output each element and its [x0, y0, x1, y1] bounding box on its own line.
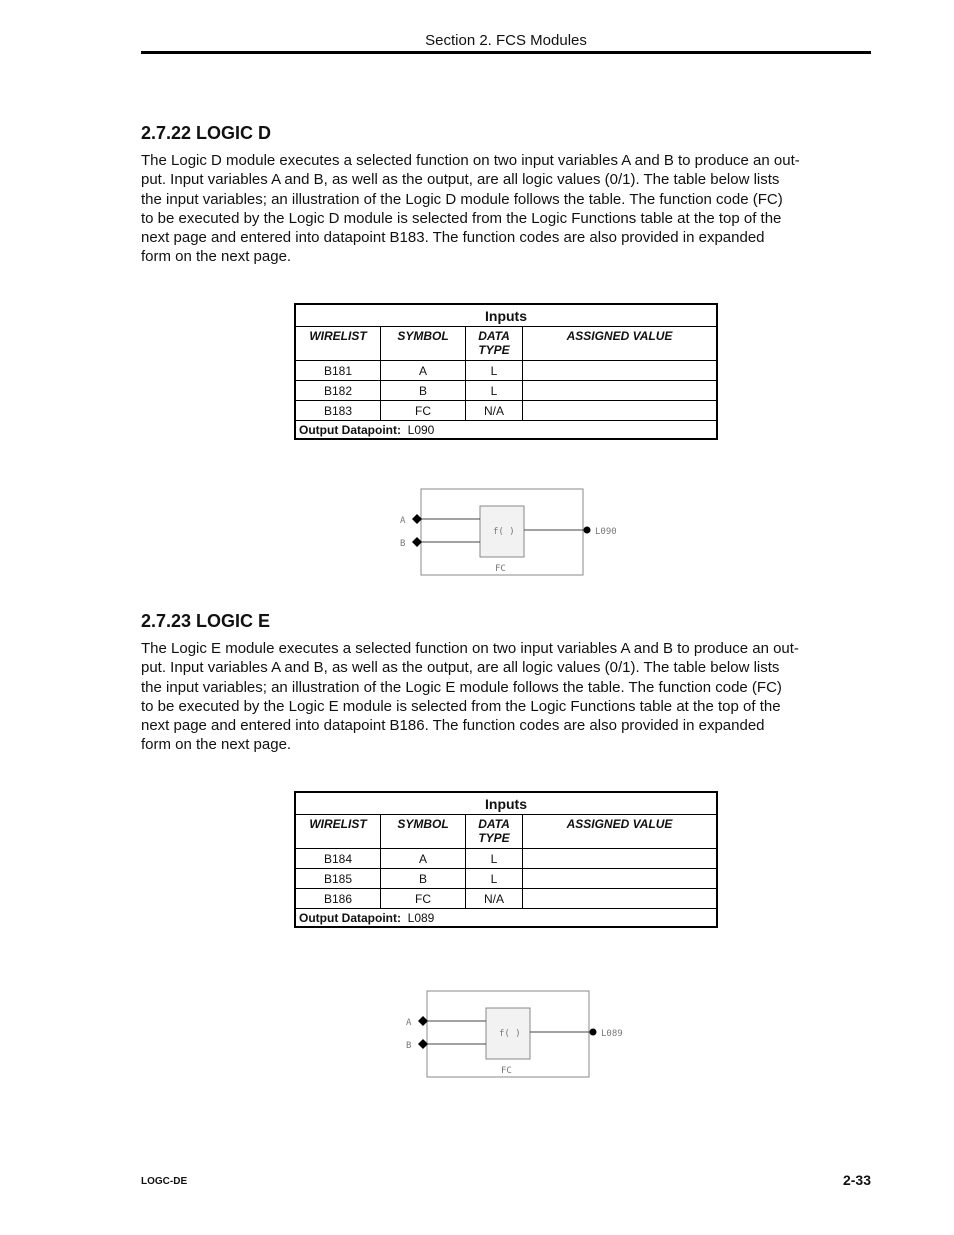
- table-row: [295, 849, 717, 869]
- footer-page-number: 2-33: [842, 1172, 871, 1188]
- output-datapoint-value: L090: [407, 422, 435, 437]
- body-line: the input variables; an illustration of the Logic D module follows the table. The function code (FC): [141, 190, 783, 208]
- col-header-assigned-value: ASSIGNED VALUE: [523, 327, 718, 361]
- body-line: put. Input variables A and B, as well as the output, are all logic values (0/1). The table below lists: [141, 659, 780, 677]
- cell-wirelist: B186: [295, 889, 381, 909]
- function-label: f( ): [493, 527, 515, 537]
- col-header-wirelist: WIRELIST: [295, 327, 381, 361]
- table-caption: Inputs: [295, 304, 717, 327]
- col-header-data-type: DATA TYPE: [466, 815, 523, 849]
- cell-symbol: B: [381, 381, 466, 401]
- cell-wirelist: B181: [295, 361, 381, 381]
- output-label: L090: [595, 527, 617, 537]
- output-datapoint: [295, 421, 717, 440]
- cell-data-type: L: [466, 381, 523, 401]
- col-header-wirelist: WIRELIST: [295, 815, 381, 849]
- body-line: to be executed by the Logic E module is selected from the Logic Functions table at the top of the: [141, 697, 781, 715]
- body-line: next page and entered into datapoint B186. The function codes are also provided in expanded: [141, 717, 765, 735]
- output-datapoint-value: L089: [407, 910, 435, 925]
- output-datapoint: [295, 909, 717, 928]
- table-row: [295, 869, 717, 889]
- cell-symbol: FC: [381, 889, 466, 909]
- table-caption: Inputs: [295, 792, 717, 815]
- body-line: put. Input variables A and B, as well as the output, are all logic values (0/1). The table below lists: [141, 171, 780, 189]
- input-b-label: B: [400, 539, 406, 549]
- output-dot-icon: [584, 527, 591, 534]
- section-heading-logic-d: 2.7.22 LOGIC D: [141, 123, 272, 143]
- output-datapoint-label: Output Datapoint:: [299, 422, 401, 437]
- body-line: The Logic D module executes a selected function on two input variables A and B to produce an out-: [141, 152, 800, 169]
- cell-wirelist: B185: [295, 869, 381, 889]
- logic-e-module-diagram: [402, 988, 642, 1083]
- body-line: next page and entered into datapoint B183. The function codes are also provided in expanded: [141, 229, 765, 247]
- input-a-label: A: [406, 1018, 412, 1028]
- output-dot-icon: [590, 1029, 597, 1036]
- function-label: f( ): [499, 1029, 521, 1039]
- body-line: form on the next page.: [141, 248, 292, 266]
- table-row: [295, 401, 717, 421]
- header-rule: [141, 51, 871, 54]
- cell-symbol: A: [381, 849, 466, 869]
- col-header-assigned-value: ASSIGNED VALUE: [523, 815, 718, 849]
- body-line: The Logic E module executes a selected function on two input variables A and B to produce an out-: [141, 640, 799, 657]
- cell-data-type: N/A: [466, 401, 523, 421]
- section-body-logic-e: [141, 639, 871, 755]
- col-header-symbol: SYMBOL: [381, 327, 466, 361]
- running-header: Section 2. FCS Modules: [425, 32, 587, 49]
- inputs-table-logic-e: [294, 791, 718, 928]
- footer-document-code: LOGC-DE: [141, 1176, 188, 1187]
- table-row: [295, 889, 717, 909]
- cell-assigned-value: [523, 381, 718, 401]
- cell-wirelist: B184: [295, 849, 381, 869]
- output-label: L089: [601, 1029, 623, 1039]
- cell-data-type: N/A: [466, 889, 523, 909]
- col-header-data-type: DATA TYPE: [466, 327, 523, 361]
- cell-assigned-value: [523, 361, 718, 381]
- cell-assigned-value: [523, 401, 718, 421]
- col-header-symbol: SYMBOL: [381, 815, 466, 849]
- inputs-table-logic-d: [294, 303, 718, 440]
- function-code-label: FC: [495, 564, 506, 574]
- logic-d-module-diagram: [396, 486, 636, 581]
- cell-symbol: FC: [381, 401, 466, 421]
- cell-assigned-value: [523, 849, 718, 869]
- body-line: the input variables; an illustration of the Logic E module follows the table. The function code (FC): [141, 678, 782, 696]
- cell-assigned-value: [523, 869, 718, 889]
- output-datapoint-label: Output Datapoint:: [299, 910, 401, 925]
- section-body-logic-d: [141, 151, 871, 267]
- cell-wirelist: B183: [295, 401, 381, 421]
- cell-symbol: A: [381, 361, 466, 381]
- body-line: to be executed by the Logic D module is selected from the Logic Functions table at the top of the: [141, 209, 782, 227]
- table-row: [295, 361, 717, 381]
- cell-wirelist: B182: [295, 381, 381, 401]
- cell-data-type: L: [466, 361, 523, 381]
- cell-symbol: B: [381, 869, 466, 889]
- input-a-label: A: [400, 516, 406, 526]
- table-row: [295, 381, 717, 401]
- cell-assigned-value: [523, 889, 718, 909]
- cell-data-type: L: [466, 849, 523, 869]
- section-heading-logic-e: 2.7.23 LOGIC E: [141, 611, 271, 631]
- cell-data-type: L: [466, 869, 523, 889]
- function-code-label: FC: [501, 1066, 512, 1076]
- body-line: form on the next page.: [141, 736, 292, 754]
- input-b-label: B: [406, 1041, 412, 1051]
